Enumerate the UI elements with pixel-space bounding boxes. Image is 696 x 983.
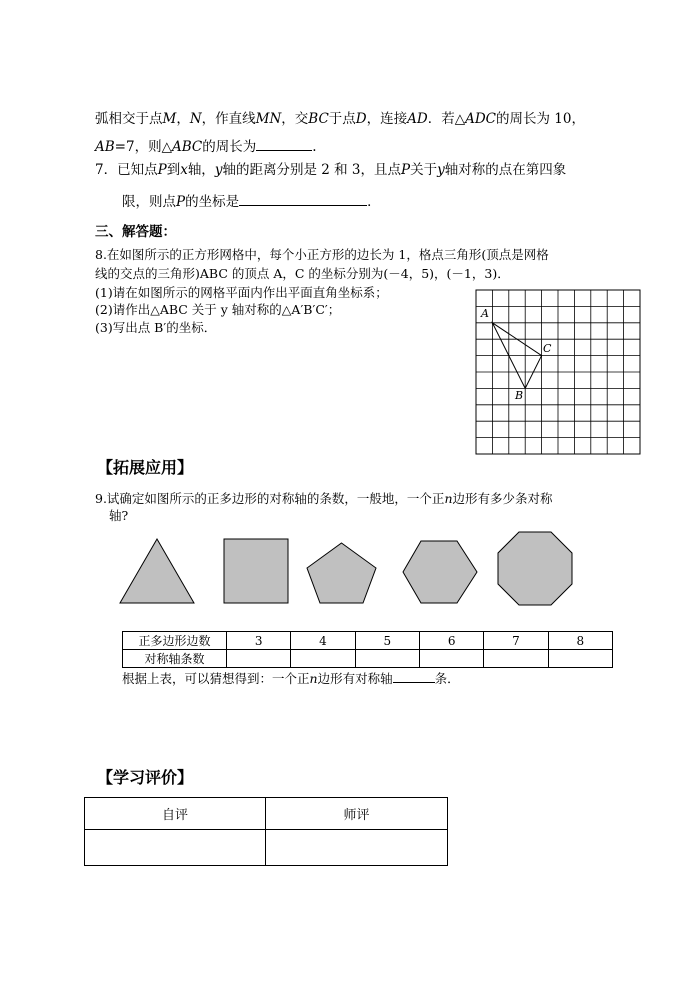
table-cell: 7 [484,632,548,650]
table-answer-cell[interactable] [227,650,291,668]
eval-header-self: 自评 [85,798,266,830]
label-b: B [515,389,524,402]
q8-grid-figure [472,286,644,456]
q8-line2: 线的交点的三角形)ABC 的顶点 A，C 的坐标分别为(－4，5)，(－1，3)． [95,266,510,281]
q9-conclusion: 根据上表，可以猜想得到：一个正n边形有对称轴 条． [122,671,460,686]
q8-item2: (2)请作出△ABC 关于 y 轴对称的△A′B′C′； [95,302,341,317]
octagon-shape [498,532,572,605]
table-cell: 3 [227,632,291,650]
q7-answer-blank[interactable] [239,193,367,206]
table-answer-cell[interactable] [484,650,548,668]
table-row-sides [123,632,613,650]
table-cell: 4 [291,632,355,650]
table-answer-cell[interactable] [419,650,483,668]
q6-line2: AB=7，则△ABC的周长为 . [95,139,317,155]
q6-line1: 弧相交于点M，N，作直线MN，交BC于点D，连接AD．若△ADC的周长为 10， [95,111,585,127]
evaluation-heading: 【学习评价】 [97,768,194,787]
q9-line1: 9.试确定如图所示的正多边形的对称轴的条数，一般地，一个正n边形有多少条对称 [95,491,553,506]
q8-item3: (3)写出点 B′的坐标． [95,320,217,335]
q9-line2: 轴? [109,508,129,523]
table-row-axes [123,650,613,668]
table-header-sides: 正多边形边数 [123,632,227,650]
pentagon-shape [307,543,376,603]
table-answer-cell[interactable] [355,650,419,668]
table-header-axes: 对称轴条数 [123,650,227,668]
table-cell: 5 [355,632,419,650]
hexagon-shape [403,541,477,603]
square-shape [224,539,288,603]
table-answer-cell[interactable] [548,650,612,668]
section3-heading: 三、解答题： [95,224,176,240]
label-c: C [543,342,552,355]
label-a: A [481,307,489,320]
table-cell: 6 [419,632,483,650]
q6-answer-blank[interactable] [256,138,312,151]
eval-teacher-cell[interactable] [266,830,448,866]
triangle-shape [120,539,194,603]
q8-item1: (1)请在如图所示的网格平面内作出平面直角坐标系； [95,285,388,300]
extension-heading: 【拓展应用】 [97,458,194,477]
table-cell: 8 [548,632,612,650]
table-answer-cell[interactable] [291,650,355,668]
eval-self-cell[interactable] [85,830,266,866]
q7-line1: 7．已知点P到x轴，y轴的距离分别是 2 和 3，且点P关于y轴对称的点在第四象 [95,162,567,178]
q8-line1: 8.在如图所示的正方形网格中，每个小正方形的边长为 1，格点三角形(顶点是网格 [95,247,549,262]
evaluation-table [84,797,448,866]
q7-line2: 限，则点P的坐标是 ． [122,194,381,210]
regular-polygons-figure [110,530,590,610]
eval-header-teacher: 师评 [266,798,448,830]
grid-lines [476,290,640,454]
polygon-symmetry-table [122,631,613,668]
q9-answer-blank[interactable] [393,670,435,683]
